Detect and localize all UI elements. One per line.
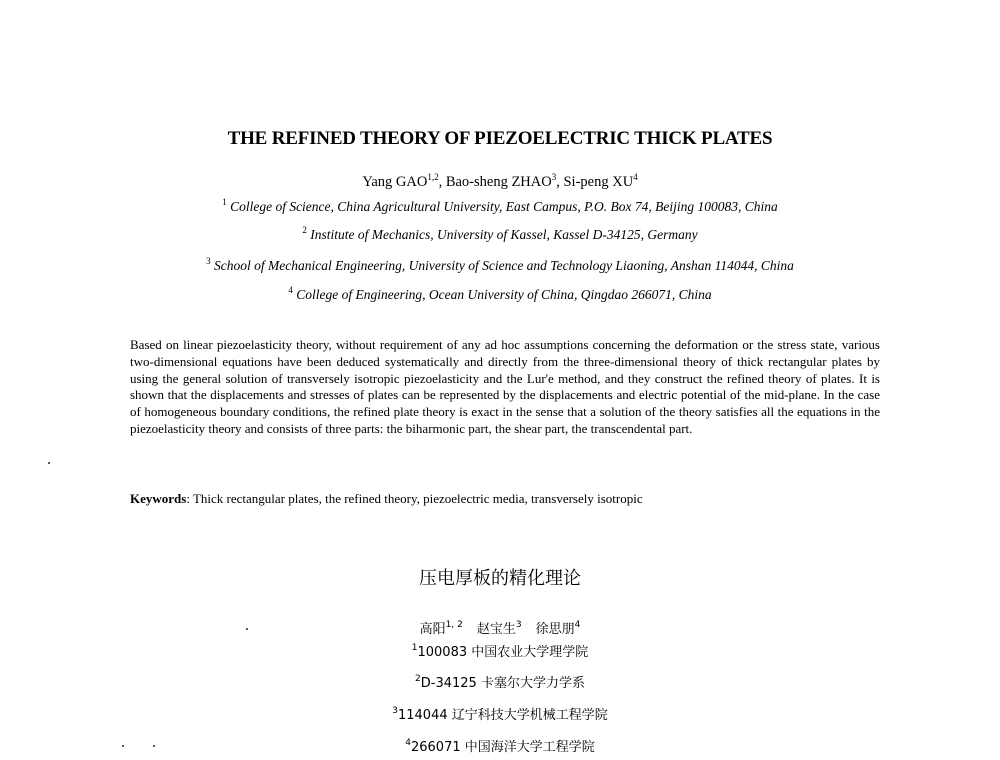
abstract: Based on linear piezoelasticity theory, without requirement of any ad hoc assumptions concerning the deformation or the stress state, various two-dimensional equations have been deduced systematically and directly from the three-dimensional theory of thick rectangular plates by using the general solution of transversely isotropic piezoelasticity and the Lur'e method, and they construct the refined theory of plates. It is shown that the displacements and stresses of plates can be represented by the displacements and electric potential of the mid-plane. In the case of homogeneous boundary conditions, the refined plate theory is exact in the sense that a solution of the theory satisfies all the equations in the piezoelasticity theory and consists of three parts: the biharmonic part, the shear part, the transcendental part.: [130, 337, 880, 436]
chinese-affiliation: [0, 704, 1000, 723]
chinese-author-line: [0, 618, 1000, 637]
affiliation-text: Institute of Mechanics, University of Kassel, Kassel D-34125, Germany: [310, 227, 698, 242]
affiliation: [0, 227, 1000, 243]
chinese-affiliation-text: 100083 中国农业大学理学院: [417, 645, 589, 660]
affiliation: [0, 287, 1000, 303]
keywords-text: : Thick rectangular plates, the refined theory, piezoelectric media, transversely isotropic: [186, 491, 643, 506]
chinese-author-name: 赵宝生: [476, 622, 516, 637]
affiliation-text: College of Science, China Agricultural University, East Campus, P.O. Box 74, Beijing 100083, China: [230, 199, 778, 214]
chinese-affiliation-mark: 4: [405, 738, 411, 748]
chinese-affiliation-mark: 2: [415, 674, 421, 684]
chinese-author-mark: 3: [515, 620, 522, 630]
chinese-affiliation-text: 114044 辽宁科技大学机械工程学院: [397, 708, 608, 723]
affiliation-mark: 4: [288, 285, 293, 295]
scan-speck: [153, 745, 155, 747]
chinese-affiliation-text: D-34125 卡塞尔大学力学系: [420, 676, 585, 691]
author-affiliation-mark: 3: [551, 172, 557, 182]
scan-speck: [48, 462, 50, 464]
affiliation-text: College of Engineering, Ocean University of China, Qingdao 266071, China: [296, 287, 712, 302]
keywords: [130, 491, 880, 507]
scan-speck: [246, 628, 248, 630]
chinese-author-name: 高阳: [419, 622, 446, 637]
author-affiliation-mark: 1,2: [427, 172, 439, 182]
author-affiliation-mark: 4: [633, 172, 638, 182]
chinese-affiliation-text: 266071 中国海洋大学工程学院: [410, 740, 595, 755]
affiliation: [0, 199, 1000, 215]
affiliation: [0, 258, 1000, 274]
chinese-affiliation-mark: 3: [392, 706, 398, 716]
keywords-label: Keywords: [130, 491, 187, 506]
chinese-author-name: 徐思朋: [535, 622, 575, 637]
author-name: Bao-sheng ZHAO: [445, 174, 552, 190]
chinese-affiliation-mark: 1: [411, 643, 418, 653]
chinese-affiliation: [0, 672, 1000, 691]
scan-speck: [122, 745, 124, 747]
author-name: Yang GAO: [362, 174, 428, 190]
author-separator: ,: [438, 174, 446, 190]
chinese-title: 压电厚板的精化理论: [419, 568, 581, 589]
author-name: Si-peng XU: [563, 174, 634, 190]
paper-title: THE REFINED THEORY OF PIEZOELECTRIC THICK PLATES: [227, 128, 773, 149]
affiliation-text: School of Mechanical Engineering, University of Science and Technology Liaoning, Anshan 114044, China: [214, 258, 794, 273]
chinese-author-mark: 1, 2: [445, 620, 463, 630]
affiliation-mark: 2: [302, 225, 307, 235]
chinese-affiliation: [0, 736, 1000, 755]
affiliation-mark: 3: [206, 256, 211, 266]
author-line: [0, 174, 1000, 191]
chinese-affiliation: [0, 641, 1000, 660]
author-separator: ,: [556, 174, 564, 190]
affiliation-mark: 1: [222, 197, 227, 207]
chinese-author-mark: 4: [574, 620, 581, 630]
